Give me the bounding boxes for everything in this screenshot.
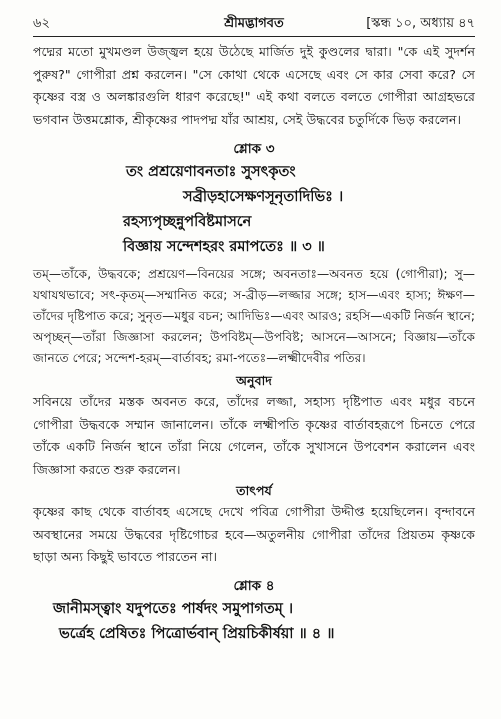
word-meanings: তম্—তাঁকে, উদ্ধবকে; প্রশ্রয়েণ—বিনয়ের সঙ্গে; অবনতাঃ—অবনত হয়ে (গোপীরা); সু—যথাযথভাবে; সৎ-কৃতম্—সম্মানিত করে; স-ব্রীড়—লজ্জার সঙ্গে; হাস—এবং হাস্য; ঈক্ষণ—তাঁদের দৃষ্টিপাত করে; সুনৃত—মধুর বচন; আদিভিঃ—এবং আরও; রহসি—একটি নির্জন স্থানে; অপৃচ্ছন্—তাঁরা জিজ্ঞাসা করলেন; উপবিষ্টম্—উপবিষ্ট; আসনে—আসনে; বিজ্ঞায়—তাঁকে জানতে পেরে; সন্দেশ-হরম্—বার্তাবহ; রমা-পতেঃ—লক্ষ্মীদেবীর পতির। (33, 267, 475, 365)
verse-3-line-1: তং প্রশ্রয়েণাবনতাঃ সুসৎকৃতং (126, 164, 296, 180)
page-number: ৬২ (33, 16, 50, 31)
verse-3-heading: শ্লোক ৩ (233, 141, 275, 157)
book-page (33, 14, 475, 647)
purport-text: কৃষ্ণের কাছ থেকে বার্তাবহ এসেছে দেখে পবিত্র গোপীরা উদ্দীপ্ত হয়েছিলেন। বৃন্দাবনে অবস্থানের সময়ে উদ্ধবের দৃষ্টিগোচর হবে—অতুলনীয় গোপীরা তাঁদের প্রিয়তম কৃষ্ণকে ছাড়া অন্য কিছুই ভাবতে পারতেন না। (33, 504, 475, 564)
header-divider (33, 36, 475, 37)
verse-3-line-4: বিজ্ঞায় সন্দেশহরং রমাপতেঃ ॥ ৩ ॥ (123, 239, 325, 255)
verse-3-line-2: সব্রীড়হাসেক্ষণসূনৃতাদিভিঃ । (183, 189, 344, 205)
translation-text: সবিনয়ে তাঁদের মস্তক অবনত করে, তাঁদের লজ্জা, সহাস্য দৃষ্টিপাত এবং মধুর বচনে গোপীরা উদ্ধবকে সম্মান জানালেন। তাঁকে লক্ষ্মীপতি কৃষ্ণের বার্তাবহরূপে চিনতে পেরে তাঁকে একটি নির্জন স্থানে তাঁরা নিয়ে গেলেন, তাঁকে সুখাসনে উপবেশন করালেন এবং জিজ্ঞাসা করতে শুরু করলেন। (33, 394, 475, 477)
intro-paragraph: পদ্মের মতো মুখমণ্ডল উজ্জ্বল হয়ে উঠেছে মার্জিত দুই কুণ্ডলের দ্বারা। "কে এই সুদর্শন পুরুষ?" গোপীরা প্রশ্ন করলেন। "সে কোথা থেকে এসেছে এবং সে কার সেবা করে? সে কৃষ্ণের বস্ত্র ও অলঙ্কারগুলি ধারণ করেছে!" এই কথা বলতে বলতে গোপীরা আগ্রহভরে ভগবান উত্তমশ্লোক, শ্রীকৃষ্ণের পাদপদ্ম যাঁর আশ্রয়, সেই উদ্ধবের চতুর্দিকে ভিড় করলেন। (33, 44, 475, 127)
book-title: শ্রীমদ্ভাগবত (224, 16, 284, 31)
chapter-reference: [স্কন্ধ ১০, অধ্যায় ৪৭ (366, 16, 475, 31)
verse-4-line-2: ভর্ত্রেহ প্রেষিতঃ পিত্রোর্ভবান্ প্রিয়চিকীর্ষয়া ॥ ৪ ॥ (59, 625, 335, 642)
page-header (33, 14, 475, 32)
purport-heading: তাৎপর্য (236, 483, 272, 498)
verse-4-line-1: জানীমস্ত্বাং যদুপতেঃ পার্ষদং সমুপাগতম্ । (53, 600, 294, 617)
translation-heading: অনুবাদ (236, 373, 272, 388)
verse-4-heading: শ্লোক ৪ (233, 577, 275, 594)
verse-3-line-3: রহস্যপৃচ্ছন্নুপবিষ্টমাসনে (123, 214, 252, 230)
